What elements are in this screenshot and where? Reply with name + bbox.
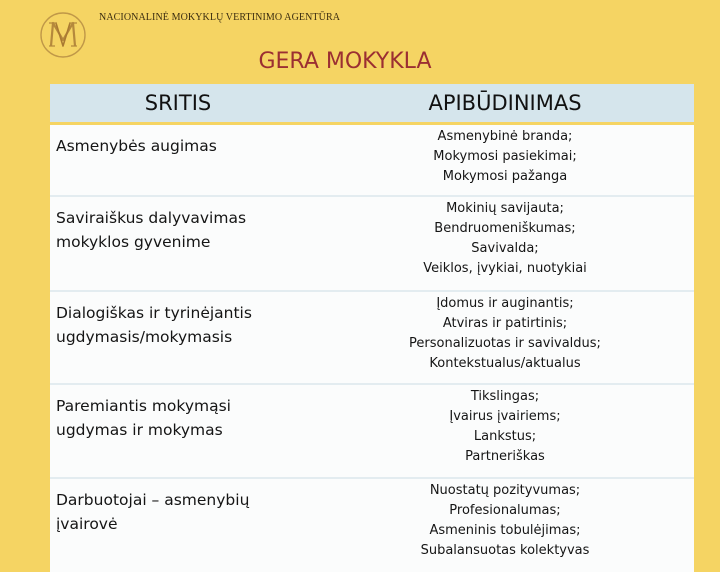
description-line: Savivalda; <box>471 241 539 256</box>
area-cell <box>50 478 316 572</box>
area-cell <box>50 291 316 384</box>
area-line: ugdymasis/mokymasis <box>56 328 233 346</box>
description-line: Kontekstualus/aktualus <box>429 356 581 371</box>
area-line: Paremiantis mokymąsi <box>56 397 231 415</box>
description-line: Tikslingas; <box>470 389 540 404</box>
area-cell <box>50 124 316 197</box>
description-cell <box>316 478 694 572</box>
column-header-description: APIBŪDINIMAS <box>316 84 694 124</box>
area-line: Darbuotojai – asmenybių <box>56 491 250 509</box>
description-line: Profesionalumas; <box>449 503 561 518</box>
table-row <box>50 291 694 384</box>
description-line: Lankstus; <box>473 429 537 444</box>
area-line: Asmenybės augimas <box>56 137 217 155</box>
area-line: ugdymas ir mokymas <box>56 421 223 439</box>
table-header-row <box>50 84 694 124</box>
area-cell <box>50 384 316 478</box>
area-line: mokyklos gyvenime <box>56 233 211 251</box>
column-header-area: SRITIS <box>50 84 316 124</box>
description-line: Subalansuotas kolektyvas <box>420 543 590 558</box>
description-line: Personalizuotas ir savivaldus; <box>409 336 601 351</box>
description-line: Asmeninis tobulėjimas; <box>429 523 581 538</box>
description-line: Partneriškas <box>465 449 545 464</box>
description-cell <box>316 384 694 478</box>
table-row <box>50 124 694 197</box>
area-cell <box>50 196 316 291</box>
description-line: Nuostatų pozityvumas; <box>429 483 581 498</box>
area-line: įvairovė <box>56 515 118 533</box>
description-line: Mokymosi pasiekimai; <box>433 149 577 164</box>
description-line: Įdomus ir auginantis; <box>436 296 574 311</box>
description-cell <box>316 291 694 384</box>
description-line: Veiklos, įvykiai, nuotykiai <box>423 261 587 276</box>
agency-name: NACIONALINĖ MOKYKLŲ VERTINIMO AGENTŪRA <box>99 12 341 23</box>
description-cell <box>316 124 694 197</box>
description-line: Mokymosi pažanga <box>442 169 568 184</box>
description-line: Bendruomeniškumas; <box>434 221 576 236</box>
description-line: Atviras ir patirtinis; <box>442 316 568 331</box>
description-cell <box>316 196 694 291</box>
slide-title: GERA MOKYKLA <box>258 49 432 74</box>
table-row <box>50 196 694 291</box>
area-line: Saviraiškus dalyvavimas <box>56 209 247 227</box>
description-line: Įvairus įvairiems; <box>449 409 561 424</box>
school-quality-table <box>50 84 694 572</box>
table-row <box>50 478 694 572</box>
description-line: Mokinių savijauta; <box>446 201 564 216</box>
area-line: Dialogiškas ir tyrinėjantis <box>56 304 252 322</box>
table-row <box>50 384 694 478</box>
description-line: Asmenybinė branda; <box>437 129 573 144</box>
